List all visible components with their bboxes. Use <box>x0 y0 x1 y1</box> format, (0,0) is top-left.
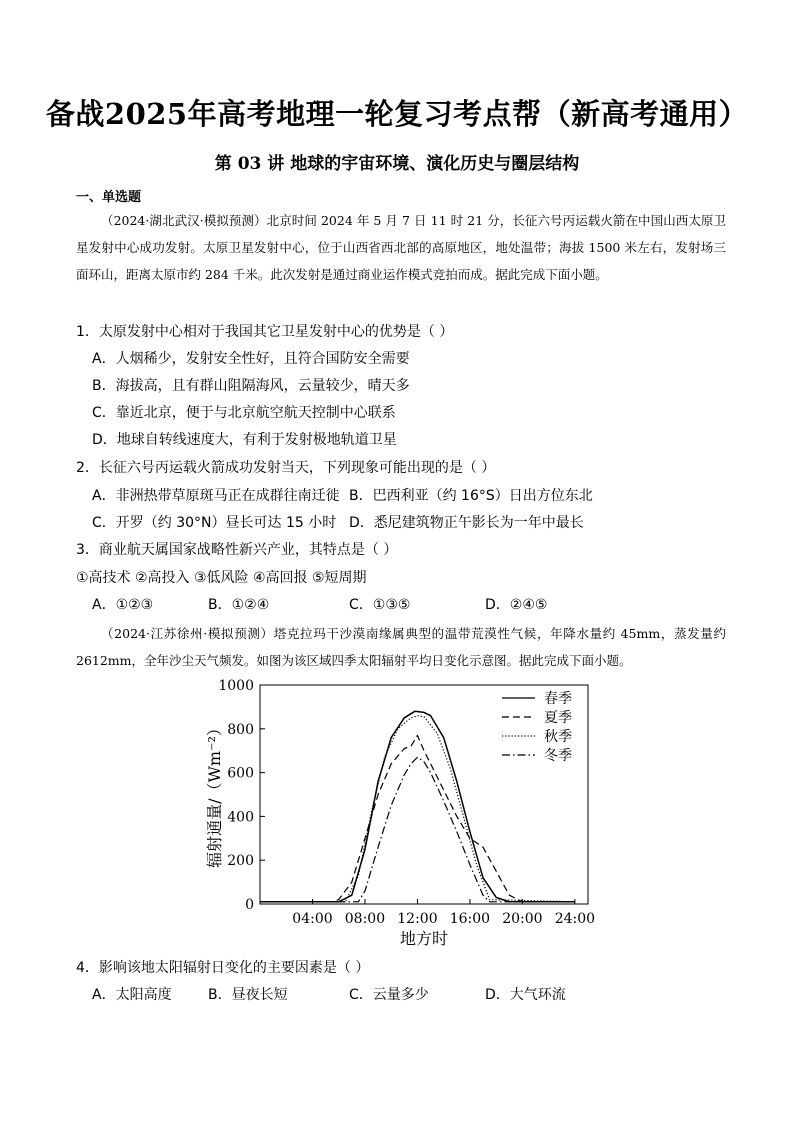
series-line-3 <box>260 716 575 902</box>
question-4-option-c: C．云量多少 <box>349 987 429 1003</box>
question-2-option-a: A．非洲热带草原斑马正在成群往南迁徙 <box>92 488 340 504</box>
question-3-option-a: A．①②③ <box>92 597 154 613</box>
section-heading: 一、单选题 <box>76 190 142 205</box>
question-1-option-b: B．海拔高，且有群山阻隔海风，云量较少，晴天多 <box>92 378 410 394</box>
question-1-option-d: D．地球自转线速度大，有利于发射极地轨道卫星 <box>92 432 397 448</box>
x-tick-label: 12:00 <box>397 911 438 927</box>
legend-label: 冬季 <box>544 748 572 764</box>
passage-2: （2024·江苏徐州·模拟预测）塔克拉玛干沙漠南缘属典型的温带荒漠性气候，年降水量约 45mm，蒸发量约 2612mm，全年沙尘天气频发。如图为该区域四季太阳辐射平均日变化示意图。据此完成下面小题。 <box>76 626 726 668</box>
x-tick-label: 16:00 <box>449 911 491 927</box>
y-axis-label: 辐射通量/（Wm⁻²） <box>205 720 224 868</box>
question-2-option-c: C．开罗（约 30°N）昼长可达 15 小时 <box>92 515 337 531</box>
y-tick-label: 1000 <box>218 678 254 694</box>
legend-label: 秋季 <box>544 729 572 745</box>
x-tick-label: 24:00 <box>554 911 596 927</box>
y-tick-label: 800 <box>227 721 254 738</box>
page-title: 备战2025年高考地理一轮复习考点帮（新高考通用） <box>45 97 749 131</box>
question-3-option-c: C．①③⑤ <box>349 597 411 613</box>
x-tick-label: 08:00 <box>344 911 386 927</box>
legend-label: 夏季 <box>544 710 572 726</box>
question-4-option-a: A．太阳高度 <box>92 987 172 1003</box>
question-1-option-c: C．靠近北京，便于与北京航空航天控制中心联系 <box>92 405 396 421</box>
question-4-stem: 4．影响该地太阳辐射日变化的主要因素是（ ） <box>76 960 370 976</box>
question-2-option-b: B．巴西利亚（约 16°S）日出方位东北 <box>349 488 593 504</box>
question-3-option-b: B．①②④ <box>208 597 270 613</box>
y-tick-label: 200 <box>227 853 254 870</box>
question-4-option-b: B．昼夜长短 <box>208 987 288 1003</box>
question-2-option-d: D．悉尼建筑物正午影长为一年中最长 <box>349 515 584 531</box>
question-3-stem: 3．商业航天属国家战略性新兴产业，其特点是（ ） <box>76 542 398 558</box>
lecture-subtitle: 第 03 讲 地球的宇宙环境、演化历史与圈层结构 <box>214 154 580 174</box>
series-line-1 <box>260 711 575 902</box>
series-line-2 <box>260 735 575 901</box>
question-4-option-d: D．大气环流 <box>485 987 566 1003</box>
y-tick-label: 400 <box>227 809 254 826</box>
plot-frame <box>260 685 588 904</box>
question-2-stem: 2．长征六号丙运载火箭成功发射当天，下列现象可能出现的是（ ） <box>76 460 496 476</box>
x-tick-label: 04:00 <box>292 911 333 927</box>
question-3-items: ①高技术 ②高投入 ③低风险 ④高回报 ⑤短周期 <box>76 570 367 586</box>
y-tick-label: 0 <box>245 897 254 913</box>
passage-1: （2024·湖北武汉·模拟预测）北京时间 2024 年 5 月 7 日 11 时 21 分，长征六号丙运载火箭在中国山西太原卫星发射中心成功发射。太原卫星发射中心，位于山西省西北部的高原地区，地处温带；海拔 1500 米左右，发射场三面环山，距离太原市约 284 千米。此次发射是通过商业运作模式竞拍而成。据此完成下面小题。 <box>76 213 726 282</box>
y-tick-label: 600 <box>227 765 254 782</box>
legend-label: 春季 <box>544 691 572 707</box>
question-1-option-a: A．人烟稀少，发射安全性好，且符合国防安全需要 <box>92 351 410 367</box>
x-axis-label: 地方时 <box>399 929 449 948</box>
series-line-4 <box>260 757 575 902</box>
question-3-option-d: D．②④⑤ <box>485 597 548 613</box>
radiation-chart <box>190 672 610 952</box>
x-tick-label: 20:00 <box>502 911 543 927</box>
question-1-stem: 1．太原发射中心相对于我国其它卫星发射中心的优势是（ ） <box>76 324 454 340</box>
